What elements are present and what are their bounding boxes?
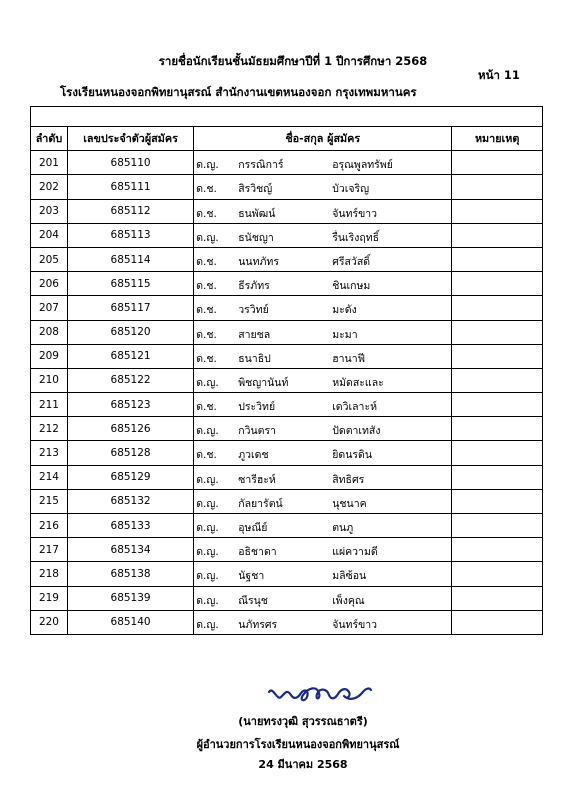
- applicant-id: 685112: [67, 199, 193, 223]
- note-cell: [452, 610, 543, 634]
- school-name: โรงเรียนหนองจอกพิทยานุสรณ์ สำนักงานเขตหนองจอก กรุงเทพมหานคร: [60, 85, 417, 99]
- row-number: 210: [31, 368, 68, 392]
- applicant-id: 685120: [67, 320, 193, 344]
- last-name: แผ่ความดี: [332, 546, 378, 559]
- applicant-id: 685133: [67, 514, 193, 538]
- student-name-cell: [194, 296, 452, 320]
- blank-cell: [31, 107, 543, 127]
- note-cell: [452, 441, 543, 465]
- table-row: [31, 417, 543, 441]
- applicant-id: 685115: [67, 272, 193, 296]
- first-name: กัลยารัตน์: [238, 497, 283, 510]
- applicant-id: 685111: [67, 175, 193, 199]
- student-name-cell: [194, 223, 452, 247]
- name-prefix: ด.ช.: [196, 352, 217, 365]
- row-number: 207: [31, 296, 68, 320]
- row-number: 205: [31, 247, 68, 271]
- table-row: [31, 344, 543, 368]
- name-prefix: ด.ญ.: [196, 570, 219, 583]
- first-name: สายชล: [238, 328, 271, 341]
- row-number: 201: [31, 151, 68, 175]
- applicant-id: 685138: [67, 562, 193, 586]
- student-name-cell: [194, 175, 452, 199]
- applicant-id: 685110: [67, 151, 193, 175]
- applicant-id: 685117: [67, 296, 193, 320]
- note-cell: [452, 562, 543, 586]
- student-name-cell: [194, 514, 452, 538]
- first-name: พิชญานันท์: [238, 376, 289, 389]
- table-row: [31, 441, 543, 465]
- last-name: ศรีสวัสดิ์: [332, 255, 371, 268]
- row-number: 212: [31, 417, 68, 441]
- table-row: [31, 538, 543, 562]
- first-name: นนทภัทร: [238, 255, 279, 268]
- note-cell: [452, 151, 543, 175]
- name-prefix: ด.ช.: [196, 183, 217, 196]
- table-row: [31, 465, 543, 489]
- student-name-cell: [194, 489, 452, 513]
- row-number: 217: [31, 538, 68, 562]
- document-title: รายชื่อนักเรียนชั้นมัธยมศึกษาปีที่ 1 ปีการศึกษา 2568: [158, 54, 428, 68]
- name-prefix: ด.ช.: [196, 328, 217, 341]
- name-prefix: ด.ญ.: [196, 497, 219, 510]
- table-row: [31, 223, 543, 247]
- student-name-cell: [194, 344, 452, 368]
- row-number: 202: [31, 175, 68, 199]
- student-name-cell: [194, 465, 452, 489]
- first-name: ซารีฮะห์: [238, 473, 276, 486]
- applicant-id: 685126: [67, 417, 193, 441]
- name-prefix: ด.ญ.: [196, 159, 219, 172]
- first-name: ธนาธิป: [238, 352, 271, 365]
- signatory-name: (นายทรงวุฒิ สุวรรณธาตรี): [238, 715, 368, 728]
- first-name: ภูวเดช: [238, 449, 269, 462]
- last-name: ตนภู: [332, 522, 354, 534]
- last-name: มะมา: [332, 328, 358, 341]
- note-cell: [452, 417, 543, 441]
- student-name-cell: [194, 247, 452, 271]
- first-name: ธนัชญา: [238, 231, 274, 244]
- row-number: 203: [31, 199, 68, 223]
- note-cell: [452, 296, 543, 320]
- name-prefix: ด.ช.: [196, 255, 217, 268]
- student-name-cell: [194, 417, 452, 441]
- student-name-cell: [194, 393, 452, 417]
- applicant-id: 685122: [67, 368, 193, 392]
- column-header-name: ชื่อ-สกุล ผู้สมัคร: [194, 127, 452, 151]
- row-number: 215: [31, 489, 68, 513]
- page-number: หน้า 11: [478, 68, 520, 82]
- last-name: เพ็งคุณ: [332, 594, 365, 607]
- note-cell: [452, 175, 543, 199]
- last-name: ยิดนรดิน: [332, 449, 373, 462]
- first-name: อุษณีย์: [238, 522, 268, 534]
- last-name: จันทร์ขาว: [332, 618, 378, 631]
- last-name: หมัดสะและ: [332, 376, 384, 389]
- row-number: 214: [31, 465, 68, 489]
- applicant-id: 685129: [67, 465, 193, 489]
- applicant-id: 685139: [67, 586, 193, 610]
- blank-row: [31, 107, 543, 127]
- student-name-cell: [194, 151, 452, 175]
- student-name-cell: [194, 562, 452, 586]
- last-name: จันทร์ขาว: [332, 207, 378, 220]
- row-number: 204: [31, 223, 68, 247]
- last-name: บัวเจริญ: [332, 183, 370, 196]
- student-name-cell: [194, 320, 452, 344]
- note-cell: [452, 247, 543, 271]
- first-name: กรรณิการ์: [238, 159, 284, 172]
- table-row: [31, 320, 543, 344]
- note-cell: [452, 272, 543, 296]
- table-row: [31, 610, 543, 634]
- first-name: นัฐชา: [238, 570, 265, 583]
- name-prefix: ด.ญ.: [196, 473, 219, 486]
- student-name-cell: [194, 586, 452, 610]
- note-cell: [452, 586, 543, 610]
- note-cell: [452, 368, 543, 392]
- last-name: เดวิเลาะห์: [332, 401, 378, 414]
- name-prefix: ด.ช.: [196, 401, 217, 414]
- name-prefix: ด.ญ.: [196, 231, 219, 244]
- signatory-position: ผู้อำนวยการโรงเรียนหนองจอกพิทยานุสรณ์: [196, 738, 400, 751]
- table-row: [31, 368, 543, 392]
- student-name-cell: [194, 199, 452, 223]
- table-header-row: [31, 127, 543, 151]
- row-number: 213: [31, 441, 68, 465]
- column-header-no: ลำดับ: [31, 127, 68, 151]
- applicant-id: 685123: [67, 393, 193, 417]
- last-name: นุชนาค: [332, 497, 367, 510]
- first-name: วรวิทย์: [238, 304, 269, 317]
- table-row: [31, 586, 543, 610]
- note-cell: [452, 199, 543, 223]
- name-prefix: ด.ญ.: [196, 522, 219, 534]
- row-number: 218: [31, 562, 68, 586]
- last-name: ปัดตาเทสัง: [332, 425, 381, 438]
- last-name: ฮานาฟี: [332, 352, 366, 365]
- table-row: [31, 296, 543, 320]
- row-number: 206: [31, 272, 68, 296]
- first-name: นภัทรศร: [238, 618, 278, 631]
- row-number: 211: [31, 393, 68, 417]
- applicant-id: 685132: [67, 489, 193, 513]
- first-name: ธนพัฒน์: [238, 207, 276, 220]
- name-prefix: ด.ญ.: [196, 376, 219, 389]
- last-name: มลิซ้อน: [332, 570, 367, 583]
- table-row: [31, 272, 543, 296]
- note-cell: [452, 320, 543, 344]
- first-name: สิรวิชญ์: [238, 183, 273, 196]
- document-date: 24 มีนาคม 2568: [258, 758, 348, 771]
- column-header-app-id: เลขประจำตัวผู้สมัคร: [67, 127, 193, 151]
- table-row: [31, 562, 543, 586]
- row-number: 209: [31, 344, 68, 368]
- note-cell: [452, 538, 543, 562]
- student-name-cell: [194, 368, 452, 392]
- name-prefix: ด.ช.: [196, 207, 217, 220]
- applicant-id: 685114: [67, 247, 193, 271]
- name-prefix: ด.ช.: [196, 449, 217, 462]
- table-row: [31, 489, 543, 513]
- student-name-cell: [194, 272, 452, 296]
- table-row: [31, 247, 543, 271]
- applicant-id: 685140: [67, 610, 193, 634]
- first-name: กวินตรา: [238, 425, 277, 438]
- applicant-id: 685113: [67, 223, 193, 247]
- note-cell: [452, 514, 543, 538]
- student-table: [30, 106, 543, 635]
- note-cell: [452, 465, 543, 489]
- row-number: 220: [31, 610, 68, 634]
- note-cell: [452, 344, 543, 368]
- last-name: สิทธิศร: [332, 473, 365, 486]
- applicant-id: 685121: [67, 344, 193, 368]
- table-row: [31, 514, 543, 538]
- row-number: 216: [31, 514, 68, 538]
- table-row: [31, 175, 543, 199]
- name-prefix: ด.ญ.: [196, 618, 219, 631]
- first-name: อธิชาดา: [238, 546, 277, 559]
- applicant-id: 685134: [67, 538, 193, 562]
- table-row: [31, 393, 543, 417]
- note-cell: [452, 223, 543, 247]
- student-name-cell: [194, 610, 452, 634]
- note-cell: [452, 489, 543, 513]
- signature-image: [265, 683, 375, 709]
- first-name: ประวิทย์: [238, 401, 276, 414]
- row-number: 219: [31, 586, 68, 610]
- last-name: มะดัง: [332, 304, 357, 317]
- first-name: ณีรนุช: [238, 594, 268, 607]
- name-prefix: ด.ญ.: [196, 546, 219, 559]
- applicant-id: 685128: [67, 441, 193, 465]
- note-cell: [452, 393, 543, 417]
- student-name-cell: [194, 441, 452, 465]
- name-prefix: ด.ญ.: [196, 425, 219, 438]
- last-name: ชินเกษม: [332, 280, 371, 293]
- first-name: ธีรภัทร: [238, 280, 270, 293]
- name-prefix: ด.ช.: [196, 304, 217, 317]
- last-name: อรุณพูลทรัพย์: [332, 159, 393, 172]
- last-name: รื่นเริงฤทธิ์: [332, 231, 380, 244]
- row-number: 208: [31, 320, 68, 344]
- student-name-cell: [194, 538, 452, 562]
- name-prefix: ด.ช.: [196, 280, 217, 293]
- column-header-note: หมายเหตุ: [452, 127, 543, 151]
- name-prefix: ด.ญ.: [196, 594, 219, 607]
- table-row: [31, 199, 543, 223]
- table-row: [31, 151, 543, 175]
